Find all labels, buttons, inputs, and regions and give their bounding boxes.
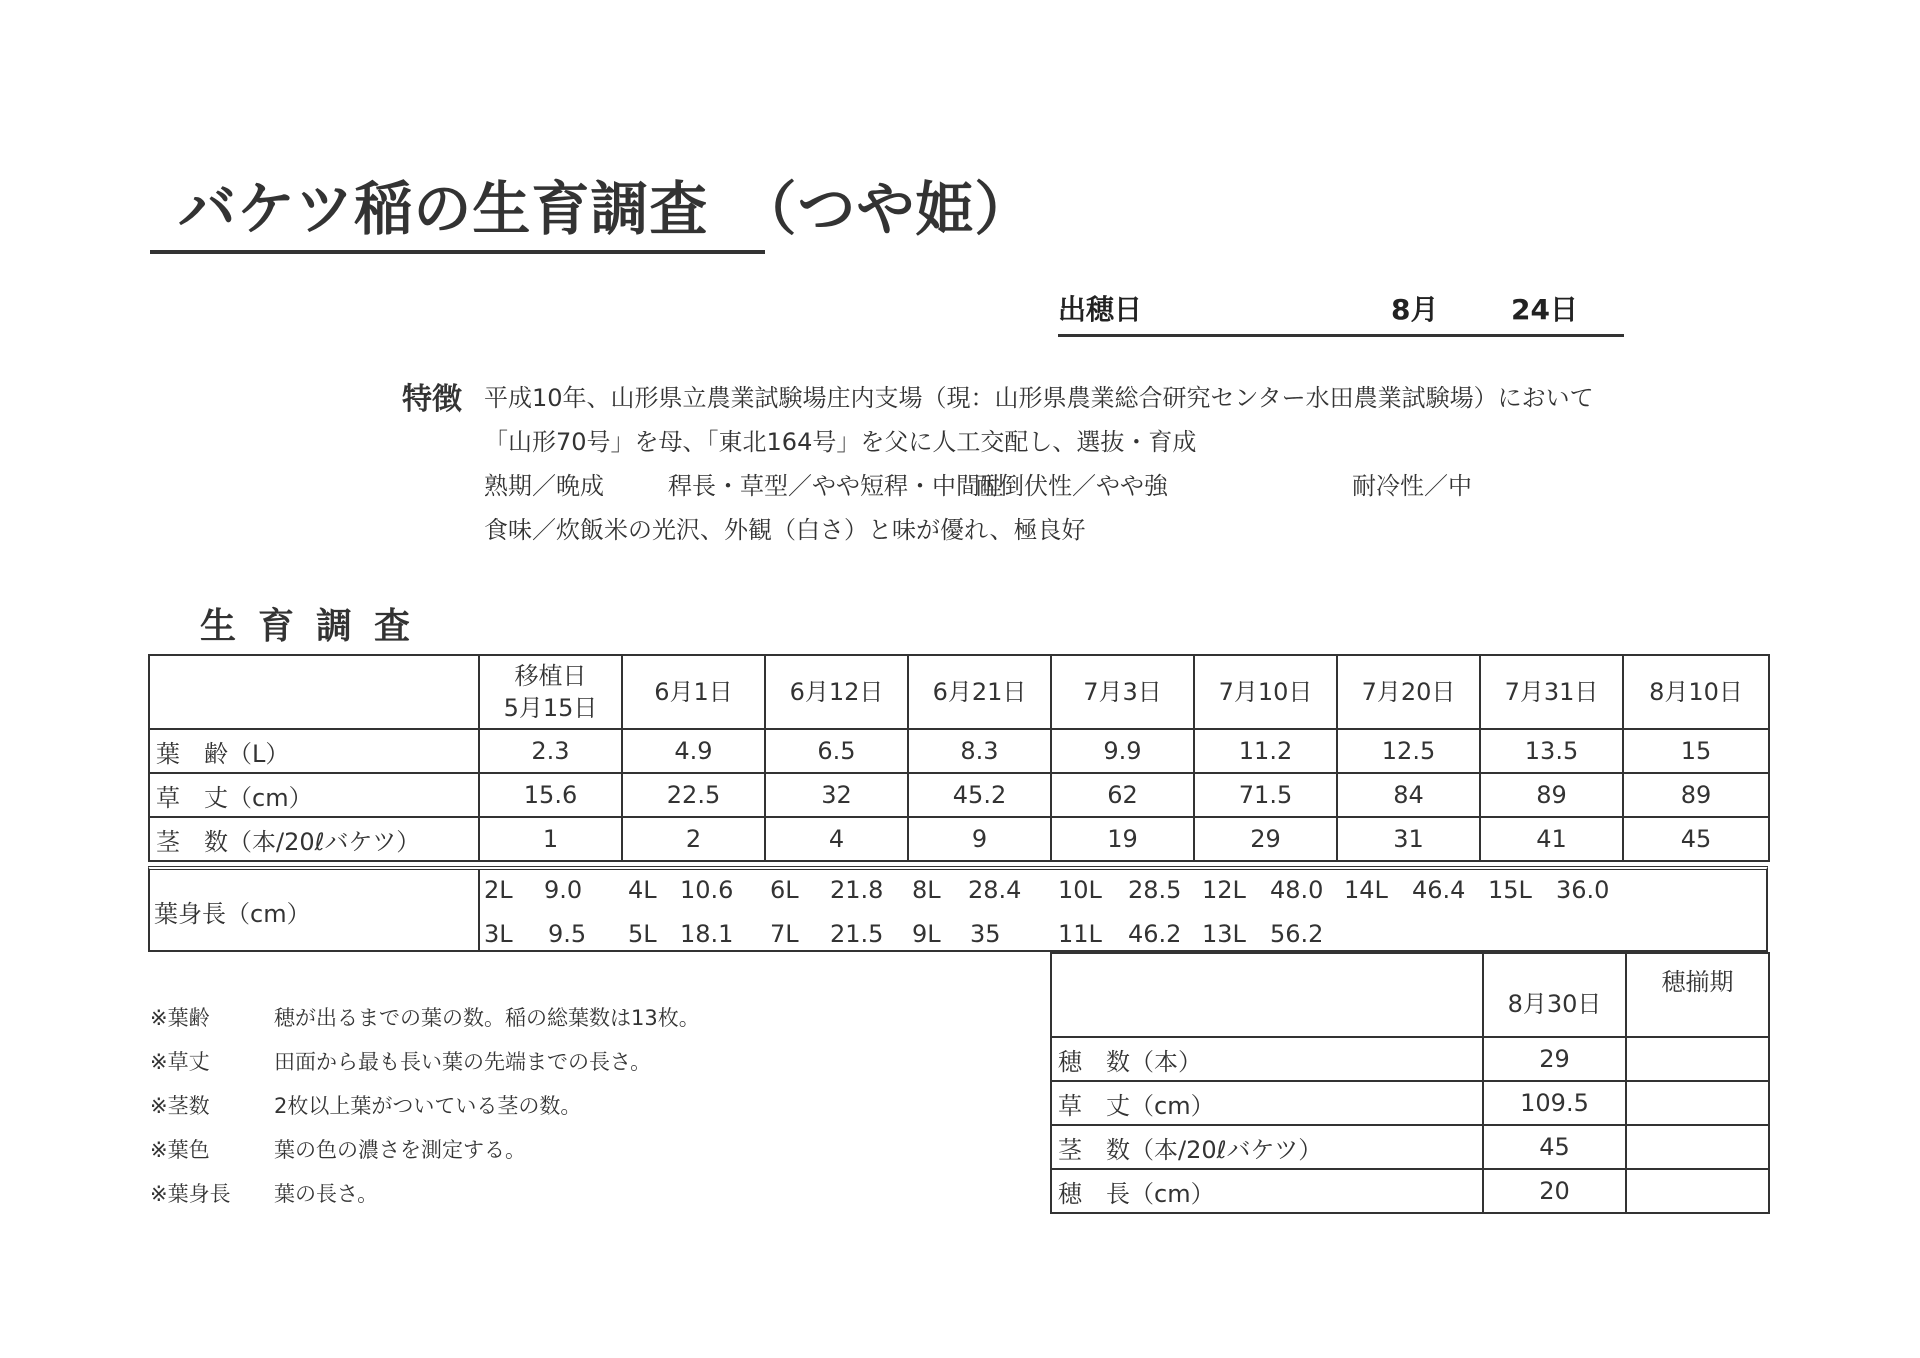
row-label: 葉 齢（L） bbox=[149, 729, 479, 773]
leaf-stage: 5L bbox=[628, 920, 657, 948]
table-cell: 2.3 bbox=[479, 729, 622, 773]
table-cell: 31 bbox=[1337, 817, 1480, 861]
table-cell: 12.5 bbox=[1337, 729, 1480, 773]
growth-header-row bbox=[149, 655, 1769, 729]
header-corner bbox=[1051, 953, 1483, 1037]
date-header: 7月31日 bbox=[1480, 655, 1623, 729]
leaf-stage: 7L bbox=[770, 920, 799, 948]
table-cell: 6.5 bbox=[765, 729, 908, 773]
table-cell: 89 bbox=[1480, 773, 1623, 817]
table-cell: 22.5 bbox=[622, 773, 765, 817]
leaf-value: 21.5 bbox=[830, 920, 884, 948]
features-line-4: 食味／炊飯米の光沢、外観（白さ）と味が優れ、極良好 bbox=[484, 516, 1086, 544]
heading-table bbox=[1050, 952, 1770, 1214]
heading-date-underline bbox=[1058, 334, 1624, 337]
table-row bbox=[149, 817, 1769, 861]
table-row bbox=[149, 773, 1769, 817]
table-cell: 29 bbox=[1483, 1037, 1626, 1081]
leaf-stage: 10L bbox=[1058, 876, 1102, 904]
table-cell: 71.5 bbox=[1194, 773, 1337, 817]
leaf-stage: 6L bbox=[770, 876, 799, 904]
leaf-stage: 9L bbox=[912, 920, 941, 948]
table-cell: 109.5 bbox=[1483, 1081, 1626, 1125]
trait-culm: 稈長・草型／やや短稈・中間型 bbox=[668, 472, 1004, 500]
table-cell: 84 bbox=[1337, 773, 1480, 817]
leaf-stage: 2L bbox=[484, 876, 513, 904]
heading-date-label: 出穂日 bbox=[1058, 293, 1143, 326]
row-label: 草 丈（cm） bbox=[149, 773, 479, 817]
table-cell: 45 bbox=[1483, 1125, 1626, 1169]
note-text: 田面から最も長い葉の先端までの長さ。 bbox=[274, 1050, 652, 1074]
leaf-stage: 8L bbox=[912, 876, 941, 904]
leaf-stage: 15L bbox=[1488, 876, 1532, 904]
leaf-value: 28.5 bbox=[1128, 876, 1182, 904]
leaf-stage: 13L bbox=[1202, 920, 1246, 948]
leaf-length-table bbox=[148, 866, 1768, 952]
table-cell: 89 bbox=[1623, 773, 1769, 817]
row-label: 茎 数（本/20ℓバケツ） bbox=[149, 817, 479, 861]
row-label: 茎 数（本/20ℓバケツ） bbox=[1051, 1125, 1483, 1169]
leaf-value: 36.0 bbox=[1556, 876, 1610, 904]
features-line-1: 平成10年、山形県立農業試験場庄内支場（現：山形県農業総合研究センター水田農業試験場）において bbox=[484, 384, 1594, 412]
table-row bbox=[1051, 1037, 1769, 1081]
header-corner bbox=[149, 655, 479, 729]
table-cell: 9.9 bbox=[1051, 729, 1194, 773]
note-text: 葉の色の濃さを測定する。 bbox=[274, 1138, 526, 1162]
leaf-value: 48.0 bbox=[1270, 876, 1324, 904]
table-cell: 32 bbox=[765, 773, 908, 817]
features-label: 特徴 bbox=[402, 382, 462, 417]
leaf-length-label: 葉身長（cm） bbox=[154, 900, 311, 928]
table-cell: 20 bbox=[1483, 1169, 1626, 1213]
heading-table-header bbox=[1051, 953, 1769, 1037]
leaf-value: 21.8 bbox=[830, 876, 884, 904]
date-header: 7月20日 bbox=[1337, 655, 1480, 729]
table-cell: 11.2 bbox=[1194, 729, 1337, 773]
heading-date-month: 8月 bbox=[1391, 293, 1439, 326]
table-cell: 29 bbox=[1194, 817, 1337, 861]
title-underline bbox=[150, 250, 765, 254]
column-header: 穂揃期 bbox=[1626, 953, 1769, 1037]
leaf-value: 46.2 bbox=[1128, 920, 1182, 948]
note-term: ※葉色 bbox=[150, 1138, 210, 1162]
leaf-value: 9.0 bbox=[544, 876, 583, 904]
table-cell bbox=[1626, 1169, 1769, 1213]
note-term: ※茎数 bbox=[150, 1094, 210, 1118]
table-cell: 9 bbox=[908, 817, 1051, 861]
table-cell bbox=[1626, 1037, 1769, 1081]
note-term: ※葉身長 bbox=[150, 1182, 231, 1206]
table-cell: 4 bbox=[765, 817, 908, 861]
leaf-value: 35 bbox=[970, 920, 1001, 948]
leaf-stage: 4L bbox=[628, 876, 657, 904]
table-cell bbox=[1626, 1081, 1769, 1125]
table-cell: 15 bbox=[1623, 729, 1769, 773]
date-header: 8月10日 bbox=[1623, 655, 1769, 729]
table-cell: 2 bbox=[622, 817, 765, 861]
date-header: 6月12日 bbox=[765, 655, 908, 729]
leaf-length-divider bbox=[478, 870, 480, 950]
trait-cold: 耐冷性／中 bbox=[1352, 472, 1472, 500]
note-term: ※葉齢 bbox=[150, 1006, 210, 1030]
table-row bbox=[1051, 1125, 1769, 1169]
leaf-value: 10.6 bbox=[680, 876, 734, 904]
date-label: 移植日 bbox=[514, 662, 587, 690]
table-cell: 13.5 bbox=[1480, 729, 1623, 773]
row-label: 草 丈（cm） bbox=[1051, 1081, 1483, 1125]
table-cell: 19 bbox=[1051, 817, 1194, 861]
leaf-value: 46.4 bbox=[1412, 876, 1466, 904]
note-term: ※草丈 bbox=[150, 1050, 210, 1074]
note-text: 穂が出るまでの葉の数。稲の総葉数は13枚。 bbox=[274, 1006, 700, 1030]
row-label: 穂 数（本） bbox=[1051, 1037, 1483, 1081]
column-header: 8月30日 bbox=[1483, 953, 1626, 1037]
heading-date-row bbox=[1058, 286, 1624, 338]
row-label: 穂 長（cm） bbox=[1051, 1169, 1483, 1213]
table-cell: 45 bbox=[1623, 817, 1769, 861]
date-header: 6月21日 bbox=[908, 655, 1051, 729]
note-text: 2枚以上葉がついている茎の数。 bbox=[274, 1094, 582, 1118]
table-cell: 8.3 bbox=[908, 729, 1051, 773]
heading-date-day: 24日 bbox=[1511, 293, 1578, 326]
leaf-stage: 12L bbox=[1202, 876, 1246, 904]
date-header: 7月10日 bbox=[1194, 655, 1337, 729]
leaf-stage: 14L bbox=[1344, 876, 1388, 904]
table-cell: 15.6 bbox=[479, 773, 622, 817]
leaf-value: 56.2 bbox=[1270, 920, 1324, 948]
table-row bbox=[1051, 1081, 1769, 1125]
trait-lodging: 耐倒伏性／やや強 bbox=[976, 472, 1168, 500]
date-header bbox=[479, 655, 622, 729]
growth-table bbox=[148, 654, 1770, 862]
table-cell: 62 bbox=[1051, 773, 1194, 817]
leaf-value: 9.5 bbox=[548, 920, 587, 948]
leaf-value: 28.4 bbox=[968, 876, 1022, 904]
table-row bbox=[149, 729, 1769, 773]
leaf-value: 18.1 bbox=[680, 920, 734, 948]
page-title: バケツ稲の生育調査 （つや姫） bbox=[178, 175, 1034, 243]
leaf-stage: 11L bbox=[1058, 920, 1102, 948]
table-row bbox=[1051, 1169, 1769, 1213]
section-title: 生育調査 bbox=[200, 606, 433, 647]
features-line-2: 「山形70号」を母、「東北164号」を父に人工交配し、選抜・育成 bbox=[484, 428, 1197, 456]
trait-maturity: 熟期／晩成 bbox=[484, 472, 604, 500]
date-label: 5月15日 bbox=[503, 694, 598, 722]
date-header: 7月3日 bbox=[1051, 655, 1194, 729]
note-text: 葉の長さ。 bbox=[274, 1182, 379, 1206]
table-cell: 4.9 bbox=[622, 729, 765, 773]
table-cell: 41 bbox=[1480, 817, 1623, 861]
leaf-stage: 3L bbox=[484, 920, 513, 948]
date-header: 6月1日 bbox=[622, 655, 765, 729]
table-cell: 1 bbox=[479, 817, 622, 861]
table-cell: 45.2 bbox=[908, 773, 1051, 817]
table-cell bbox=[1626, 1125, 1769, 1169]
